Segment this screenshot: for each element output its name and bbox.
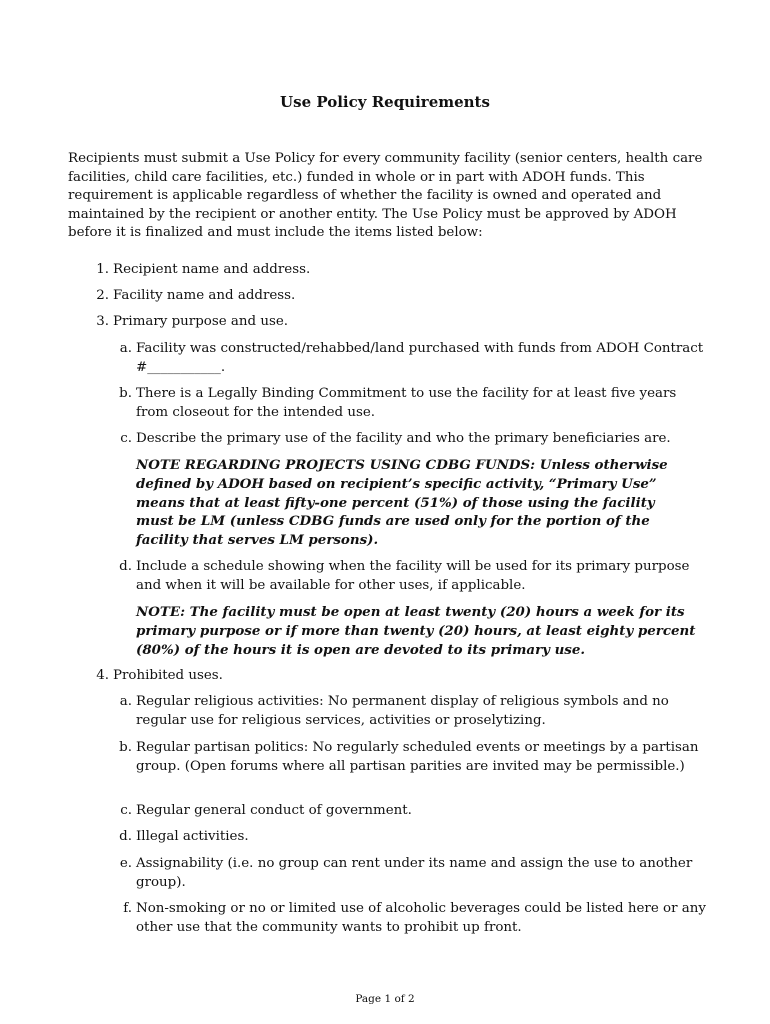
sub-item-text: Illegal activities. — [136, 829, 249, 844]
sub-item-4b — [119, 739, 711, 776]
list-item-1 — [96, 261, 713, 280]
list-marker: d. — [119, 559, 132, 574]
sub-item-text: Regular religious activities: No permanent display of religious symbols and no regular use for religious services, activities or proselytizing. — [136, 694, 669, 728]
sub-item-text: Assignability (i.e. no group can rent under its name and assign the use to another group). — [136, 856, 693, 890]
sub-item-text: Facility was constructed/rehabbed/land purchased with funds from ADOH Contract #___________. — [136, 341, 704, 375]
list-marker: f. — [123, 901, 132, 916]
list-item-text: Primary purpose and use. — [113, 314, 288, 329]
sub-item-4f — [123, 900, 711, 937]
list-item-4 — [96, 667, 713, 686]
list-item-text: Recipient name and address. — [113, 262, 311, 277]
list-marker: 2. — [96, 288, 109, 303]
sub-item-4c — [120, 802, 711, 821]
list-item-2 — [96, 287, 713, 306]
list-marker: c. — [120, 431, 132, 446]
list-item-text: Prohibited uses. — [113, 668, 223, 683]
sub-item-text: Regular general conduct of government. — [136, 803, 412, 818]
sub-item-3a — [119, 340, 711, 377]
list-marker: e. — [119, 856, 132, 871]
cdbg-note: NOTE REGARDING PROJECTS USING CDBG FUNDS: Unless otherwise defined by ADOH based on recipient’s specific activity, “Primary Use” means that at least fifty-one percent (51%) of those using the facility must be LM (unless CDBG funds are used only for the portion of the facility that serves LM persons). — [136, 457, 668, 549]
list-marker: c. — [120, 803, 132, 818]
sub-item-text: Regular partisan politics: No regularly scheduled events or meetings by a partisan group. (Open forums where all partisan parities are invited may be permissible.) — [136, 740, 699, 774]
list-item-3 — [96, 313, 713, 332]
intro-paragraph: Recipients must submit a Use Policy for every community facility (senior centers, health care facilities, child care facilities, etc.) funded in whole or in part with ADOH funds. This requirement is applicable regardless of whether the facility is owned and operated and maintained by the recipient or another entity. The Use Policy must be approved by ADOH before it is finalized and must include the items listed below: — [68, 151, 703, 241]
list-marker: d. — [119, 829, 132, 844]
list-marker: b. — [119, 740, 132, 755]
sub-item-3c — [120, 430, 711, 449]
sub-item-4a — [119, 693, 711, 730]
sub-item-3b — [119, 385, 711, 422]
list-marker: b. — [119, 386, 132, 401]
page-footer: Page 1 of 2 — [355, 993, 415, 1005]
list-marker: a. — [119, 341, 132, 356]
hours-note: NOTE: The facility must be open at least twenty (20) hours a week for its primary purpose or if more than twenty (20) hours, at least eighty percent (80%) of the hours it is open are devoted to its primary use. — [136, 604, 696, 658]
list-marker: 1. — [96, 262, 109, 277]
list-item-text: Facility name and address. — [113, 288, 296, 303]
sub-item-text: There is a Legally Binding Commitment to use the facility for at least five years from closeout for the intended use. — [136, 386, 677, 420]
sub-item-text: Include a schedule showing when the facility will be used for its primary purpose and when it will be available for other uses, if applicable. — [136, 559, 690, 593]
sub-item-3d — [119, 558, 711, 595]
sub-item-text: Non-smoking or no or limited use of alcoholic beverages could be listed here or any other use that the community wants to prohibit up front. — [136, 901, 706, 935]
list-marker: 4. — [96, 668, 109, 683]
page-title: Use Policy Requirements — [280, 93, 490, 111]
sub-item-text: Describe the primary use of the facility and who the primary beneficiaries are. — [136, 431, 671, 446]
sub-item-4e — [119, 855, 711, 892]
sub-item-4d — [119, 828, 711, 847]
list-marker: 3. — [96, 314, 109, 329]
list-marker: a. — [119, 694, 132, 709]
